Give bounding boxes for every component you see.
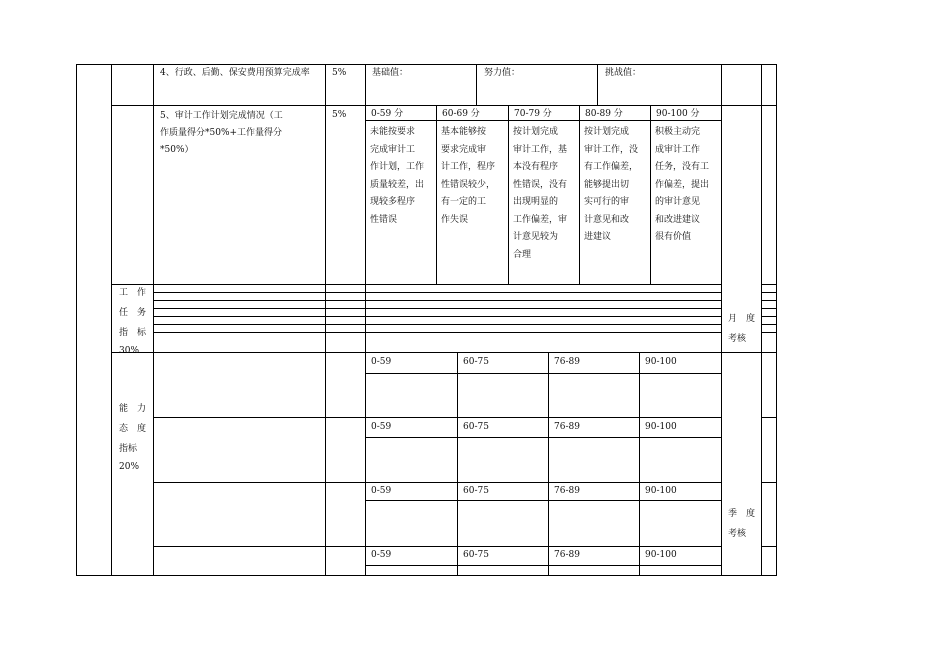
desc-line: 基本能够按 [441,127,487,137]
level-desc-2 [513,124,567,264]
desc-line: 积极主动完 [655,127,701,137]
label-line: 考核 [728,334,747,344]
score-range: 90-100 [645,550,677,560]
grid-line [76,64,777,65]
row5-item-line: 5、审计工作计划完成情况（工 [160,111,283,121]
desc-line: 审计工作，基 [513,144,568,155]
label-line: 能 力 [119,404,147,414]
grid-line [721,352,777,353]
level-desc-1 [441,124,495,229]
row5-item-line: 作质量得分*50%+工作量得分 [160,128,283,138]
desc-line: 出现明显的 [513,197,559,207]
desc-line: 能够提出切 [584,179,630,190]
score-range: 0-59 [371,486,392,496]
level-range-4: 90-100 分 [656,109,700,119]
grid-line [761,300,777,301]
score-range: 60-75 [463,486,489,496]
desc-line: 性错误 [370,214,398,225]
grid-line [761,64,762,576]
grid-line [111,352,721,353]
score-range: 60-75 [463,550,489,560]
desc-line: 完成审计工 [370,144,416,155]
grid-line [761,316,777,317]
label-line: 态 度 [119,424,147,434]
label-line: 30% [119,346,140,356]
grid-line [153,316,721,317]
grid-line [365,500,721,501]
score-range: 76-89 [554,486,580,496]
row4-weight: 5% [332,68,347,78]
level-range-1: 60-69 分 [442,109,480,119]
grid-line [76,64,77,576]
row4-effort-value-label: 努力值： [484,68,521,78]
grid-line [508,105,509,284]
level-range-2: 70-79 分 [514,109,552,119]
score-range: 60-75 [463,357,489,367]
desc-line: 性错误，没有 [513,179,568,190]
score-range: 0-59 [371,550,392,560]
grid-line [365,373,721,374]
grid-line [153,292,721,293]
label-line: 季 度 [728,509,756,519]
grid-line [153,308,721,309]
grid-line [153,546,721,547]
grid-line [597,64,598,105]
grid-line [111,64,112,576]
desc-line: 性错误较少， [441,179,496,190]
grid-line [761,546,777,547]
desc-line: 作失误 [441,214,469,225]
level-desc-3 [584,124,638,247]
desc-line: 现较多程序 [370,197,416,207]
desc-line: 有一定的工 [441,197,487,207]
score-range: 60-75 [463,422,489,432]
grid-line [476,64,477,105]
level-range-3: 80-89 分 [585,109,623,119]
grid-line [761,292,777,293]
desc-line: 成审计工作 [655,144,701,155]
desc-line: 计意见和改 [584,214,630,225]
desc-line: 计意见较为 [513,232,559,242]
desc-line: 作计划，工作 [370,162,425,172]
row4-base-value-label: 基础值： [372,68,409,78]
desc-line: 有工作偏差， [584,162,639,172]
row4-challenge-value-label: 挑战值： [605,68,642,78]
grid-line [153,482,721,483]
desc-line: 工作偏差，审 [513,214,568,225]
grid-line [153,417,721,418]
desc-line: 作偏差，提出 [655,179,710,190]
score-range: 90-100 [645,422,677,432]
desc-line: 的审计意见 [655,197,701,207]
score-range: 76-89 [554,550,580,560]
grid-line [761,324,777,325]
score-range: 90-100 [645,486,677,496]
score-range: 90-100 [645,357,677,367]
label-line: 考核 [728,529,747,539]
score-range: 76-89 [554,422,580,432]
desc-line: 要求完成审 [441,144,487,155]
desc-line: 质量较差，出 [370,179,425,190]
grid-line [761,332,777,333]
desc-line: 合理 [513,249,532,260]
label-line: 20% [119,462,140,472]
desc-line: 本没有程序 [513,162,559,172]
desc-line: 未能按要求 [370,127,416,137]
grid-line [365,565,721,566]
grid-line [436,105,437,284]
grid-line [639,352,640,576]
row5-item-name [160,108,283,159]
score-range: 0-59 [371,357,392,367]
desc-line: 和改进建议 [655,214,701,225]
desc-line: 实可行的审 [584,197,630,207]
grid-line [76,575,777,576]
desc-line: 进建议 [584,232,612,242]
ability-section-label [119,399,146,475]
grid-line [776,64,777,576]
desc-line: 审计工作，没 [584,144,639,155]
desc-line: 任务，没有工 [655,162,710,172]
grid-line [153,300,721,301]
grid-line [721,64,722,576]
grid-line [579,105,580,284]
level-desc-4 [655,124,709,247]
grid-line [761,308,777,309]
label-line: 指 标 [119,328,147,338]
label-line: 月 度 [728,314,756,324]
score-range: 0-59 [371,422,392,432]
desc-line: 按计划完成 [584,127,630,137]
desc-line: 计工作，程序 [441,162,496,172]
score-range: 76-89 [554,357,580,367]
level-range-0: 0-59 分 [371,109,404,119]
grid-line [761,284,777,285]
label-line: 指标 [119,444,138,454]
grid-line [153,64,154,576]
work-task-section-label [119,283,146,359]
grid-line [365,437,721,438]
label-line: 任 务 [119,308,147,318]
grid-line [365,64,366,576]
desc-line: 按计划完成 [513,127,559,137]
monthly-assessment-label [728,309,755,349]
grid-line [111,284,721,285]
level-desc-0 [370,124,424,229]
grid-line [153,332,721,333]
label-line: 工 作 [119,288,147,298]
grid-line [153,324,721,325]
grid-line [548,352,549,576]
row4-item-name: 4、行政、后勤、保安费用预算完成率 [160,68,310,78]
grid-line [650,105,651,284]
grid-line [325,64,326,576]
grid-line [457,352,458,576]
grid-line [761,482,777,483]
quarterly-assessment-label [728,504,755,544]
desc-line: 很有价值 [655,232,692,242]
grid-line [761,417,777,418]
row5-weight: 5% [332,110,347,120]
grid-line [111,105,777,106]
row5-item-line: *50%） [160,145,194,155]
